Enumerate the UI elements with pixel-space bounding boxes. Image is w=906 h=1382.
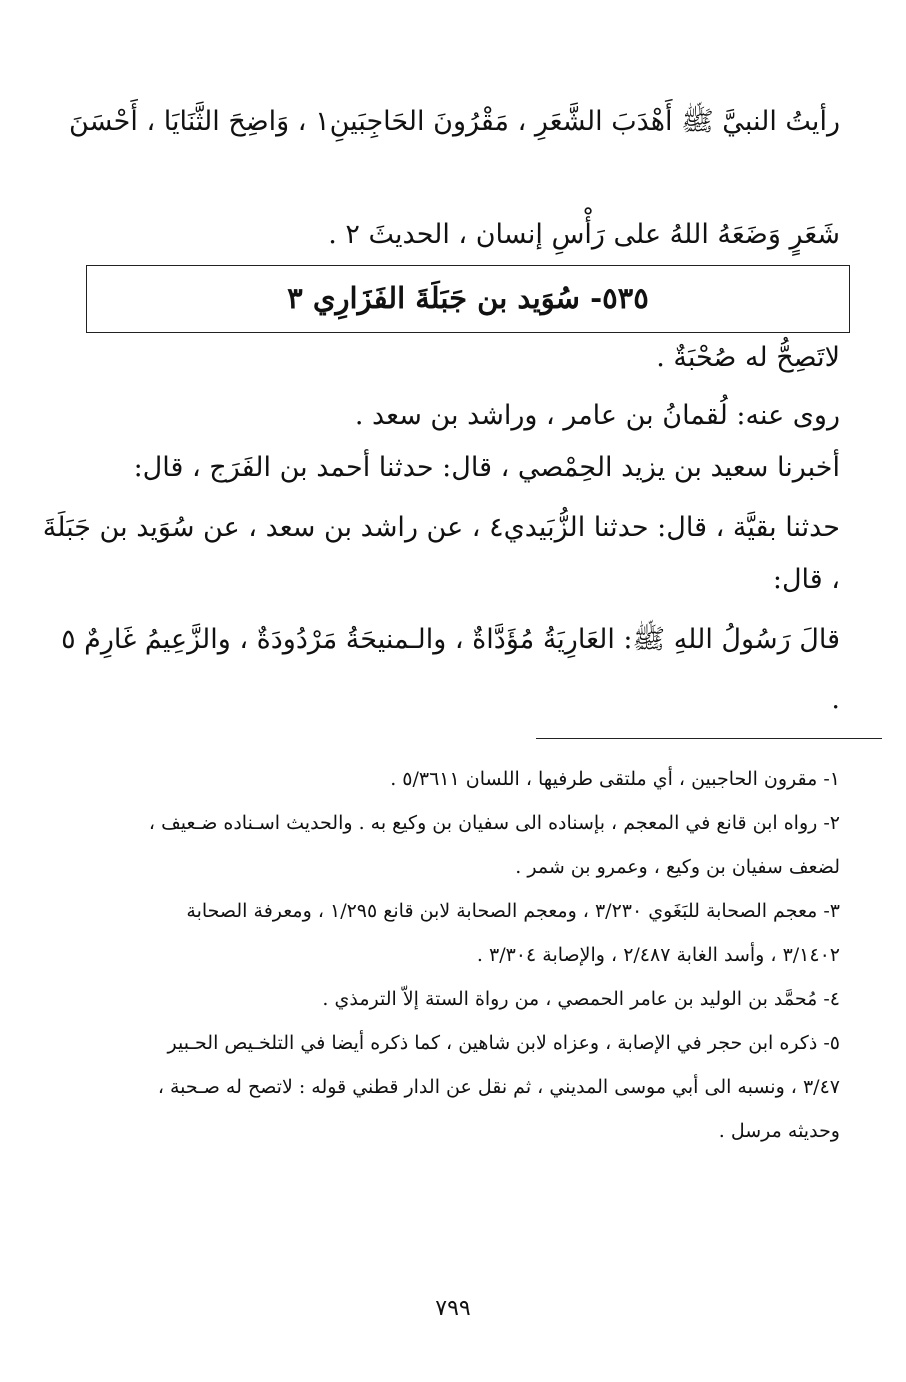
section-line-6: قالَ رَسُولُ اللهِ ﷺ: العَارِيَةُ مُؤَدَّاةٌ ، والـمنيحَةُ مَرْدُودَةٌ ، والزَّعِيمُ غَارِمٌ ٥ (61, 624, 840, 655)
body-line-2: شَعَرٍ وَضَعَهُ اللهُ على رَأْسِ إنسان ، الحديثَ ٢ . (328, 219, 840, 250)
footnote-5-cont-2: وحديثه مرسل . (718, 1120, 840, 1142)
footnote-5-cont: ٣/٤٧ ، ونسبه الى أبي موسى المديني ، ثم نقل عن الدار قطني قوله : لاتصح له صـحبة ، (157, 1076, 840, 1098)
section-line-2: روى عنه: لُقمانُ بن عامر ، وراشد بن سعد . (354, 400, 840, 431)
footnote-3-cont: ٣/١٤٠٢ ، وأسد الغابة ٢/٤٨٧ ، والإصابة ٣/٣٠٤ . (476, 944, 840, 966)
section-line-1: لاتَصِحُّ له صُحْبَةٌ . (656, 342, 840, 373)
footnote-5: ٥- ذكره ابن حجر في الإصابة ، وعزاه لابن شاهين ، كما ذكره أيضا في التلخـيص الحـبير (167, 1032, 840, 1054)
page-number: ٧٩٩ (435, 1296, 471, 1321)
footnote-2: ٢- رواه ابن قانع في المعجم ، بإسناده الى سفيان بن وكيع به . والحديث اسـناده ضـعيف ، (148, 812, 840, 834)
footnote-3: ٣- معجم الصحابة للبَغَوي ٣/٢٣٠ ، ومعجم الصحابة لابن قانع ١/٢٩٥ ، ومعرفة الصحابة (186, 900, 840, 922)
footnote-separator (536, 738, 882, 739)
footnote-4: ٤- مُحمَّد بن الوليد بن عامر الحمصي ، من رواة الستة إلاّ الترمذي . (322, 988, 840, 1010)
footnote-2-cont: لضعف سفيان بن وكيع ، وعمرو بن شمر . (515, 856, 840, 878)
section-title: ٥٣٥- سُوَيد بن جَبَلَةَ الفَزَارِي ٣ (287, 281, 649, 315)
section-line-3: أخبرنا سعيد بن يزيد الحِمْصي ، قال: حدثنا أحمد بن الفَرَج ، قال: (133, 452, 840, 483)
section-title-box (86, 265, 850, 333)
section-line-4: حدثنا بقيَّة ، قال: حدثنا الزُّبَيدي٤ ، عن راشد بن سعد ، عن سُوَيد بن جَبَلَةَ (42, 512, 840, 543)
section-line-5: ، قال: (772, 564, 840, 595)
body-line-1: رأيتُ النبيَّ ﷺ أَهْدَبَ الشَّعَرِ ، مَقْرُونَ الحَاجِبَينِ١ ، وَاضِحَ الثَّنَايَا ، أَحْسَنَ (69, 106, 840, 137)
section-line-7: . (831, 684, 840, 715)
footnote-1: ١- مقرون الحاجبين ، أي ملتقى طرفيها ، اللسان ٥/٣٦١١ . (390, 768, 840, 790)
